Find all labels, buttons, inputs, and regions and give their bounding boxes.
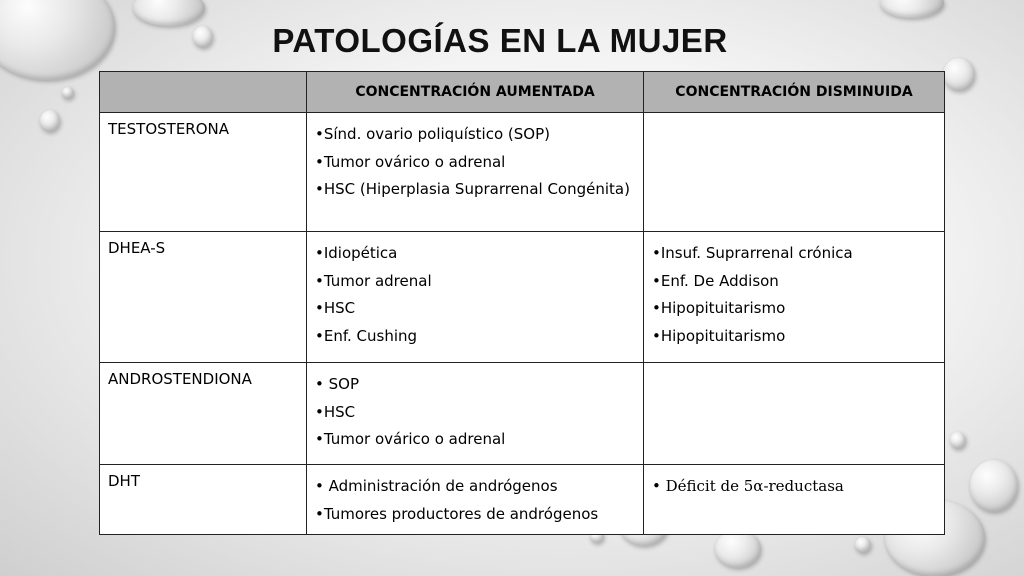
table-header-row	[100, 72, 945, 113]
header-empty-cell	[100, 72, 307, 113]
list-item: •Tumor ovárico o adrenal	[315, 152, 506, 171]
row-name: ANDROSTENDIONA	[100, 363, 307, 465]
disminuida-cell	[644, 113, 945, 232]
aumentada-cell	[307, 113, 644, 232]
aumentada-cell	[307, 363, 644, 465]
list-item: •Hipopituitarismo	[652, 326, 786, 345]
list-item: •Tumor adrenal	[315, 271, 432, 290]
disminuida-cell	[644, 232, 945, 363]
row-name: DHEA-S	[100, 232, 307, 363]
list-item: •Tumores productores de andrógenos	[315, 504, 599, 523]
table-row	[100, 113, 945, 232]
list-item: • Administración de andrógenos	[315, 477, 558, 495]
list-item: •Hipopituitarismo	[652, 299, 786, 317]
water-drop-decoration	[970, 460, 1018, 512]
disminuida-cell	[644, 465, 945, 535]
list-item: •Enf. Cushing	[315, 326, 418, 345]
list-item: •Insuf. Suprarrenal crónica	[652, 244, 853, 262]
list-item: • Déficit de 5α-reductasa	[652, 477, 844, 495]
water-drop-decoration	[855, 537, 871, 553]
water-drop-decoration	[62, 87, 74, 99]
list-item: • SOP	[315, 375, 359, 393]
row-name: TESTOSTERONA	[100, 113, 307, 232]
header-aumentada: CONCENTRACIÓN AUMENTADA	[307, 72, 644, 113]
list-item: •Enf. De Addison	[652, 271, 779, 290]
header-disminuida: CONCENTRACIÓN DISMINUIDA	[644, 72, 945, 113]
table-row	[100, 363, 945, 465]
table-row	[100, 232, 945, 363]
list-item: •Sínd. ovario poliquístico (SOP)	[315, 125, 550, 143]
list-item: •HSC	[315, 299, 356, 317]
list-item: •HSC (Hiperplasia Suprarrenal Congénita)	[315, 180, 630, 198]
list-item: •Idiopética	[315, 244, 398, 262]
list-item: •HSC	[315, 402, 356, 421]
row-name: DHT	[100, 465, 307, 535]
disminuida-cell	[644, 363, 945, 465]
aumentada-cell	[307, 232, 644, 363]
pathology-table	[99, 71, 945, 535]
water-drop-decoration	[950, 432, 966, 449]
aumentada-cell	[307, 465, 644, 535]
water-drop-decoration	[880, 0, 944, 18]
water-drop-decoration	[943, 58, 975, 91]
page-title: PATOLOGÍAS EN LA MUJER	[272, 22, 728, 59]
water-drop-decoration	[715, 530, 761, 568]
list-item: •Tumor ovárico o adrenal	[315, 430, 506, 448]
water-drop-decoration	[40, 110, 60, 132]
table-row	[100, 465, 945, 535]
